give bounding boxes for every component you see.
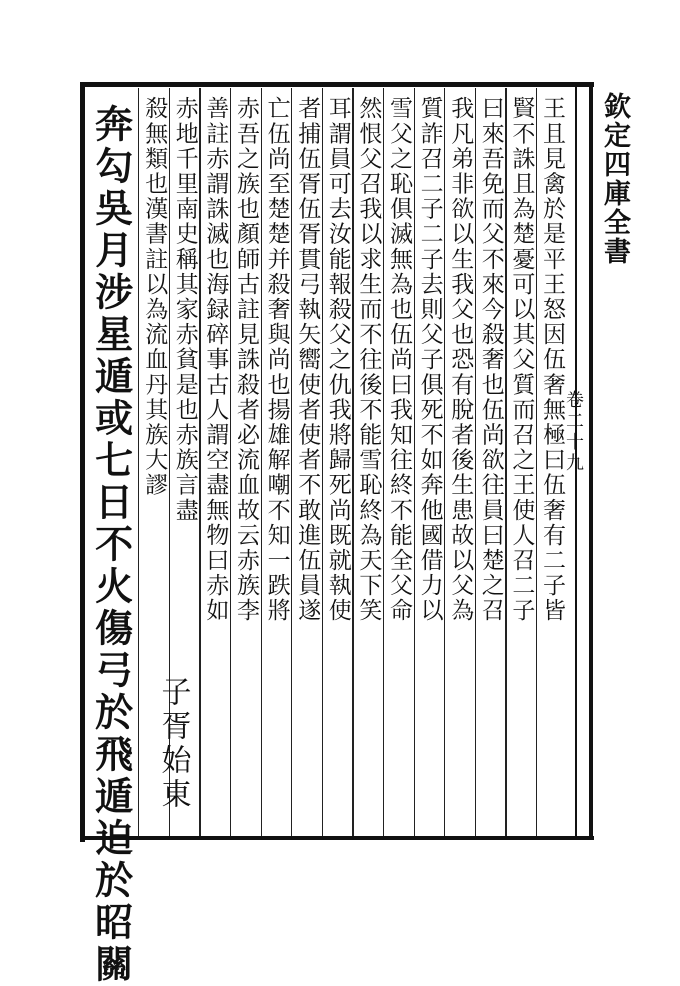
column-rule bbox=[536, 88, 537, 836]
main-text-inline: 子胥始東 bbox=[155, 676, 191, 812]
column-rule bbox=[475, 88, 476, 836]
commentary-column: 者捕伍胥伍胥貫弓執矢嚮使者使者不敢進伍員遂 bbox=[294, 96, 321, 624]
commentary-column: 曰來吾免而父不來今殺奢也伍尚欲往員曰楚之召 bbox=[477, 96, 504, 624]
commentary-column: 我凡弟非欲以生我父也恐有脫者後生患故以父為 bbox=[447, 96, 474, 624]
column-rule bbox=[291, 88, 292, 836]
column-rule bbox=[414, 88, 415, 836]
margin-book-title: 欽定四庫全書 bbox=[599, 92, 630, 266]
column-rule bbox=[199, 88, 200, 836]
commentary-column: 耳謂員可去汝能報殺父之仇我將歸死尚既就執使 bbox=[324, 96, 351, 624]
commentary-column: 雪父之恥俱滅無為也伍尚曰我知往終不能全父命 bbox=[386, 96, 412, 624]
commentary-column: 王且見禽於是平王怒因伍奢無極曰伍奢有二子皆 bbox=[539, 96, 565, 624]
commentary-column: 質詐召二子二子去則父子俱死不如奔他國借力以 bbox=[416, 96, 443, 624]
commentary-column: 賢不誅且為楚憂可以其父質而召之王使人召二子 bbox=[508, 96, 535, 624]
column-rule bbox=[230, 88, 231, 836]
main-text-column: 奔勾吳月涉星遁或七日不火傷弓於飛遁迫於昭關 bbox=[88, 104, 134, 986]
column-rule bbox=[352, 88, 353, 836]
commentary-column: 然恨父召我以求生而不往後不能雪恥終為天下笑 bbox=[355, 96, 382, 624]
column-rule bbox=[444, 88, 445, 836]
column-rule bbox=[261, 88, 262, 836]
commentary-column: 善註赤謂誅滅也海録碎事古人謂空盡無物曰赤如 bbox=[202, 96, 229, 624]
column-rule bbox=[138, 88, 139, 836]
column-rule bbox=[383, 88, 384, 836]
frame-right-border bbox=[589, 82, 593, 840]
commentary-column: 赤地千里南史稱其家赤貧是也赤族言盡 bbox=[171, 96, 198, 523]
commentary-column: 赤吾之族也顏師古註見誅殺者必流血故云赤族李 bbox=[233, 96, 259, 624]
commentary-column: 亡伍尚至楚楚并殺奢與尚也揚雄解嘲不知一跌將 bbox=[263, 96, 290, 624]
frame-bottom-border bbox=[80, 836, 594, 840]
frame-left-border bbox=[80, 82, 85, 842]
frame-top-border bbox=[80, 82, 594, 87]
column-rule bbox=[322, 88, 323, 836]
column-rule bbox=[505, 88, 506, 836]
commentary-column: 殺無類也漢書註以為流血丹其族大謬 bbox=[141, 96, 168, 498]
margin-volume-number: 卷二十九 bbox=[563, 390, 584, 474]
